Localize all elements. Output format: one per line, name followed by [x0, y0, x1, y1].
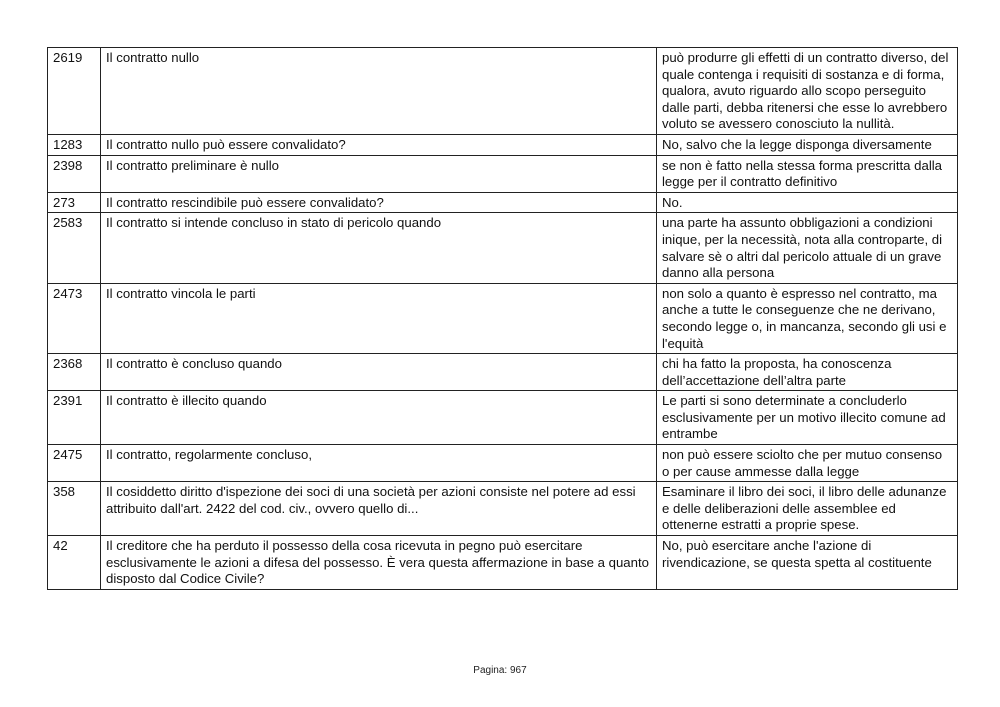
question-text: Il contratto nullo	[101, 48, 657, 135]
answer-text: può produrre gli effetti di un contratto diverso, del quale contenga i requisiti di sostanza e di forma, qualora, avuto riguardo allo scopo perseguito dalle parti, debba ritenersi che esse lo avrebbero voluto se avessero conosciuto la nullità.	[657, 48, 958, 135]
answer-text: No, può esercitare anche l'azione di rivendicazione, se questa spetta al costituente	[657, 536, 958, 590]
table-row	[48, 48, 958, 135]
answer-text: chi ha fatto la proposta, ha conoscenza dell’accettazione dell’altra parte	[657, 354, 958, 391]
answer-text: una parte ha assunto obbligazioni a condizioni inique, per la necessità, nota alla controparte, di salvare sè o altri dal pericolo attuale di un grave danno alla persona	[657, 213, 958, 283]
question-number: 273	[48, 192, 101, 213]
answer-text: Esaminare il libro dei soci, il libro delle adunanze e delle deliberazioni delle assemblee ed ottenerne estratti a proprie spese.	[657, 482, 958, 536]
question-number: 358	[48, 482, 101, 536]
question-text: Il contratto preliminare è nullo	[101, 155, 657, 192]
answer-text: No.	[657, 192, 958, 213]
answer-text: Le parti si sono determinate a concluderlo esclusivamente per un motivo illecito comune ad entrambe	[657, 391, 958, 445]
table-row	[48, 192, 958, 213]
question-text: Il cosiddetto diritto d'ispezione dei soci di una società per azioni consiste nel potere ad essi attribuito dall'art. 2422 del cod. civ., ovvero quello di...	[101, 482, 657, 536]
question-number: 2368	[48, 354, 101, 391]
table-row	[48, 134, 958, 155]
question-number: 2619	[48, 48, 101, 135]
table-row	[48, 155, 958, 192]
answer-text: non può essere sciolto che per mutuo consenso o per cause ammesse dalla legge	[657, 445, 958, 482]
question-number: 2583	[48, 213, 101, 283]
question-text: Il contratto rescindibile può essere convalidato?	[101, 192, 657, 213]
page-number: Pagina: 967	[473, 665, 527, 676]
question-number: 2398	[48, 155, 101, 192]
table-row	[48, 445, 958, 482]
table-row	[48, 536, 958, 590]
question-text: Il contratto nullo può essere convalidato?	[101, 134, 657, 155]
answer-text: se non è fatto nella stessa forma prescritta dalla legge per il contratto definitivo	[657, 155, 958, 192]
question-text: Il creditore che ha perduto il possesso della cosa ricevuta in pegno può esercitare esclusivamente le azioni a difesa del possesso. È vera questa affermazione in base a quanto disposto dal Codice Civile?	[101, 536, 657, 590]
question-text: Il contratto si intende concluso in stato di pericolo quando	[101, 213, 657, 283]
question-number: 2473	[48, 283, 101, 353]
answer-text: No, salvo che la legge disponga diversamente	[657, 134, 958, 155]
table-row	[48, 354, 958, 391]
table-row	[48, 213, 958, 283]
answer-text: non solo a quanto è espresso nel contratto, ma anche a tutte le conseguenze che ne derivano, secondo legge o, in mancanza, secondo gli usi e l'equità	[657, 283, 958, 353]
question-number: 42	[48, 536, 101, 590]
question-text: Il contratto vincola le parti	[101, 283, 657, 353]
table-row	[48, 391, 958, 445]
table-row	[48, 482, 958, 536]
question-text: Il contratto, regolarmente concluso,	[101, 445, 657, 482]
question-text: Il contratto è illecito quando	[101, 391, 657, 445]
question-number: 2475	[48, 445, 101, 482]
question-number: 1283	[48, 134, 101, 155]
table-row	[48, 283, 958, 353]
question-text: Il contratto è concluso quando	[101, 354, 657, 391]
qa-table	[47, 47, 958, 590]
question-number: 2391	[48, 391, 101, 445]
